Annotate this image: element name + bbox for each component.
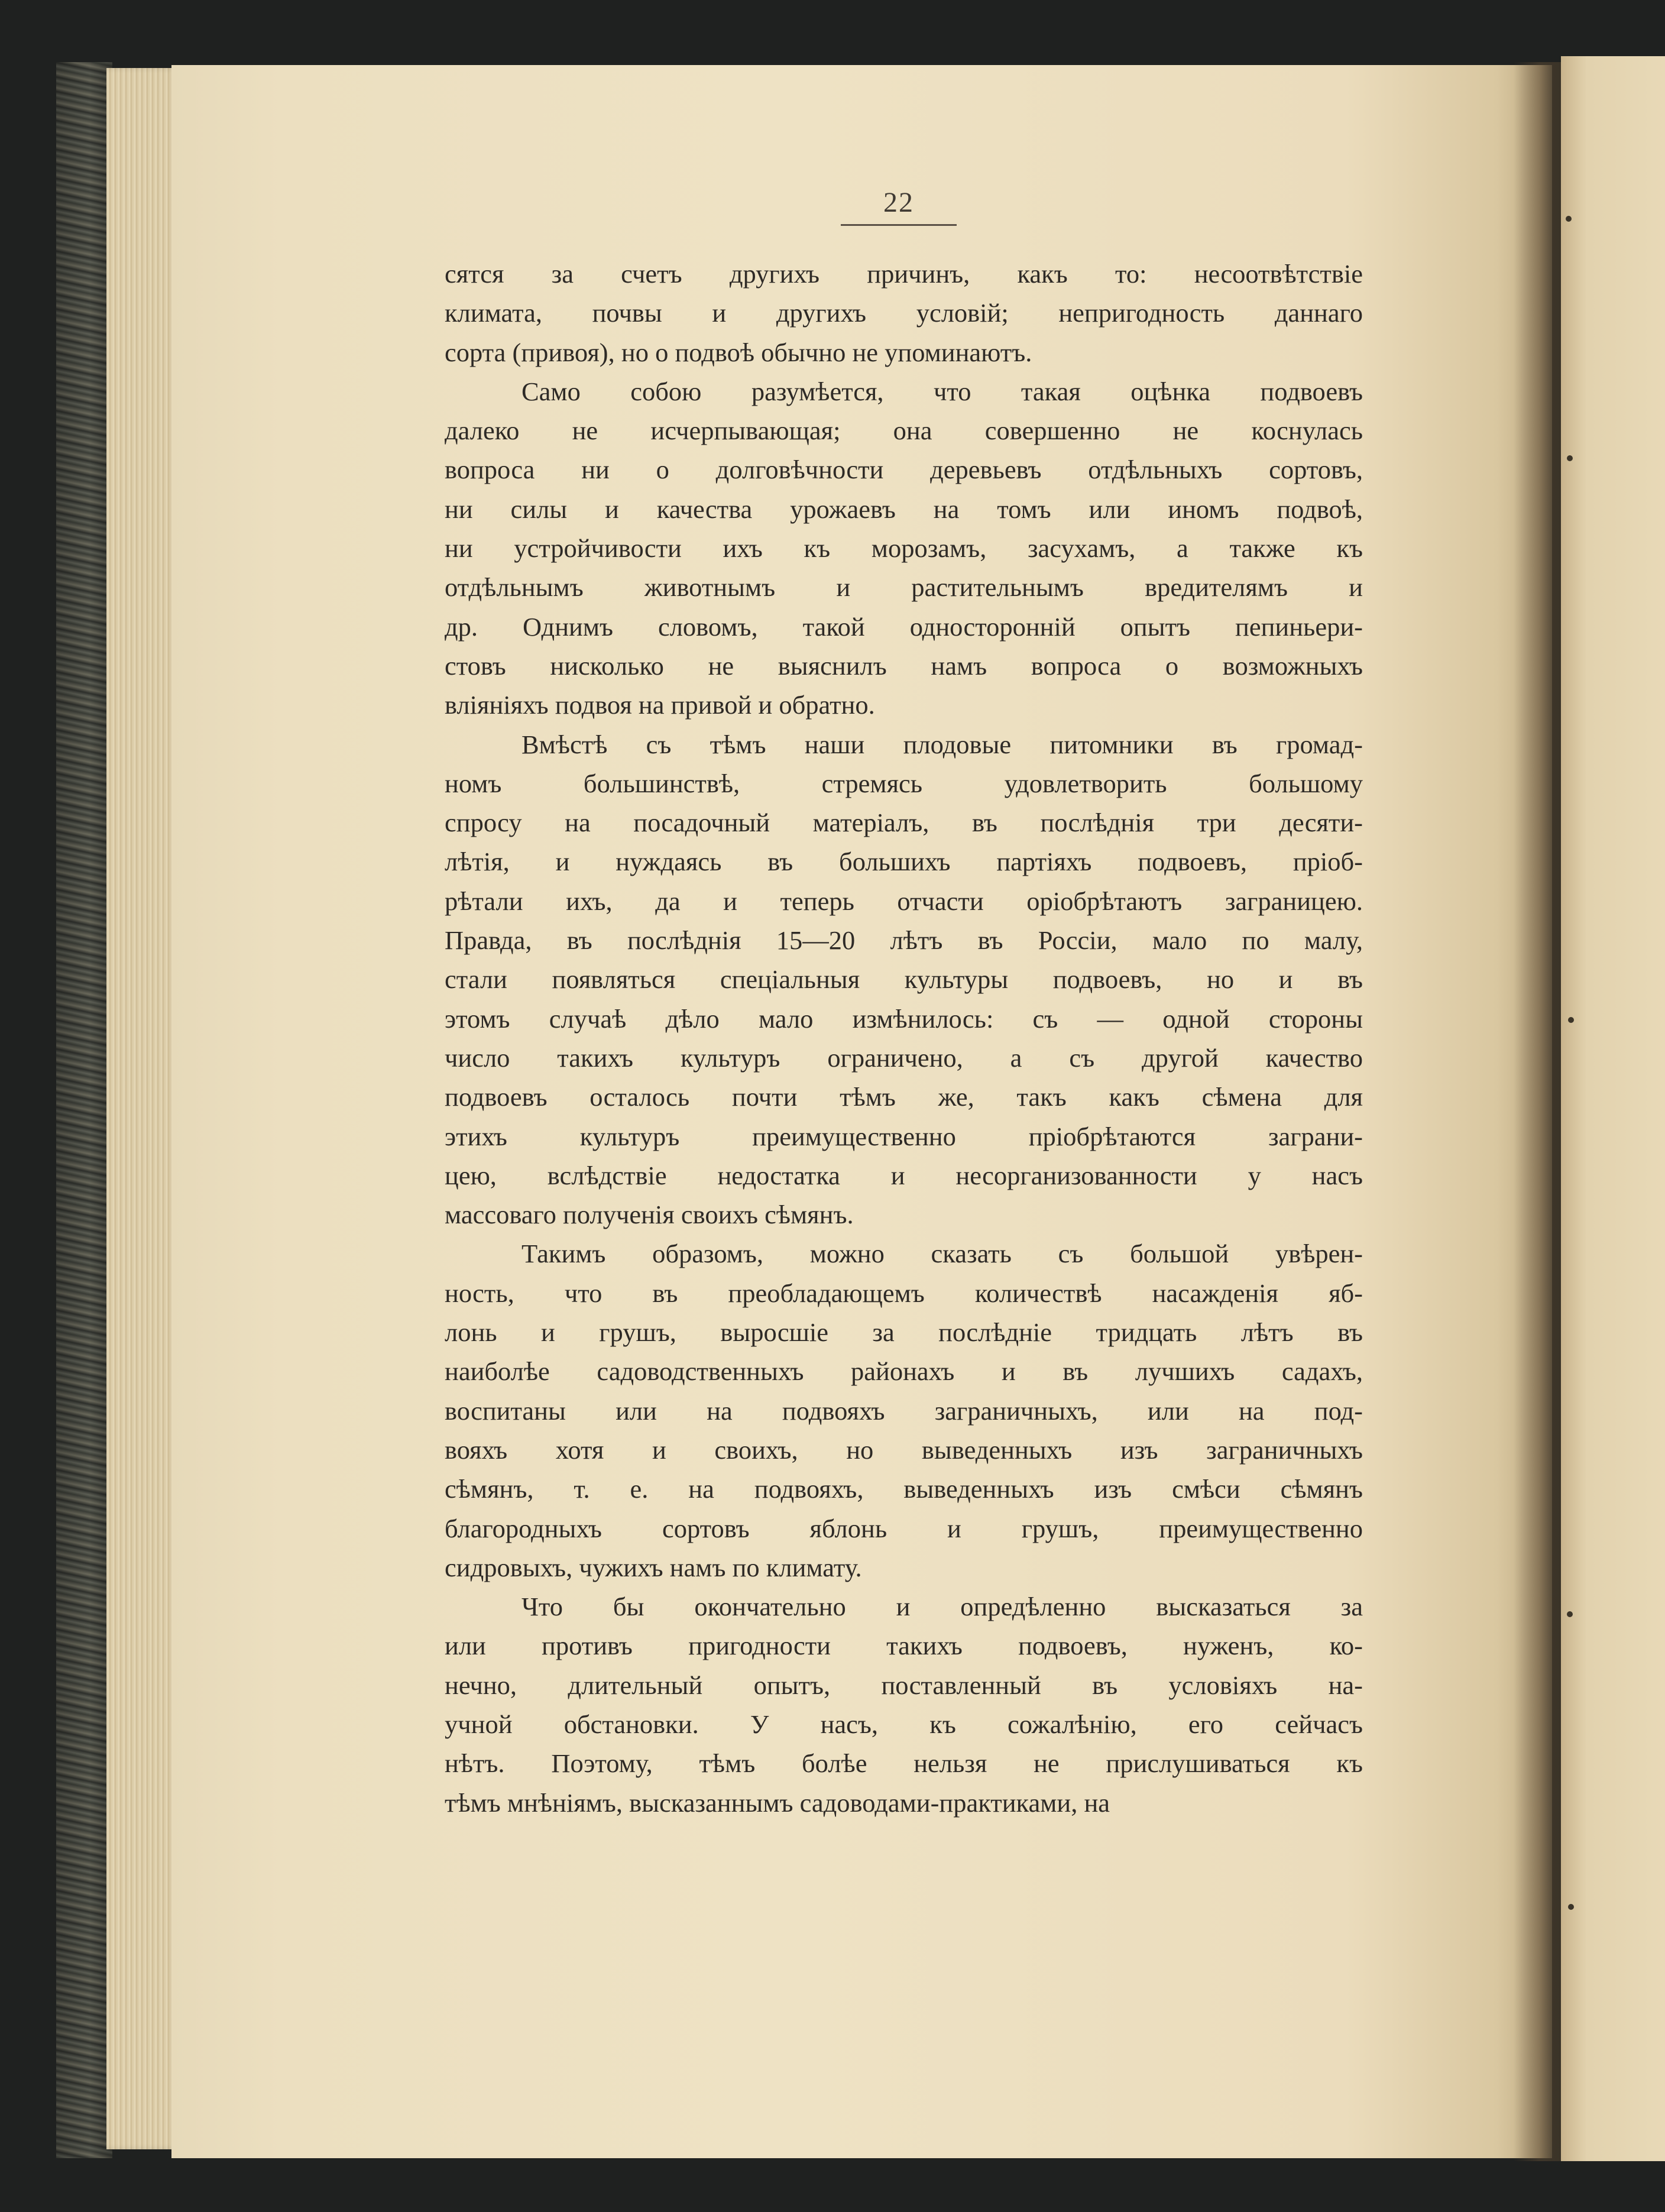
text-line: этомъ случаѣ дѣло мало измѣнилось: съ — одной стороны: [445, 1003, 1363, 1034]
text-line: Правда, въ послѣднія 15—20 лѣтъ въ Россіи, мало по малу,: [445, 925, 1363, 956]
text-line: ни устройчивости ихъ къ морозамъ, засухамъ, а также къ: [445, 533, 1363, 563]
text-line: рѣтали ихъ, да и теперь отчасти оріобрѣтаютъ заграницею.: [445, 886, 1363, 916]
text-line: сѣмянъ, т. е. на подвояхъ, выведенныхъ изъ смѣси сѣмянъ: [445, 1474, 1363, 1504]
text-line: число такихъ культуръ ограничено, а съ другой качество: [445, 1042, 1363, 1073]
text-line: благородныхъ сортовъ яблонь и грушъ, преимущественно: [445, 1513, 1363, 1543]
page-number-rule: [841, 224, 957, 226]
text-line: ни силы и качества урожаевъ на томъ или иномъ подвоѣ,: [445, 494, 1363, 524]
text-line: номъ большинствѣ, стремясь удовлетворить большому: [445, 768, 1363, 798]
book-gutter: [1514, 62, 1561, 2161]
text-line: нечно, длительный опытъ, поставленный въ условіяхъ на-: [445, 1670, 1363, 1700]
text-line: учной обстановки. У насъ, къ сожалѣнію, его сейчасъ: [445, 1709, 1363, 1739]
text-line: Вмѣстѣ съ тѣмъ наши плодовые питомники въ громад-: [521, 729, 1363, 759]
text-line: сорта (привоя), но о подвоѣ обычно не упоминаютъ.: [445, 337, 1032, 367]
text-line: вліяніяхъ подвоя на привой и обратно.: [445, 690, 875, 720]
text-line: сидровыхъ, чужихъ намъ по климату.: [445, 1552, 862, 1582]
text-line: Такимъ образомъ, можно сказать съ большой увѣрен-: [521, 1239, 1363, 1269]
text-line: наиболѣе садоводственныхъ районахъ и въ лучшихъ садахъ,: [445, 1356, 1363, 1387]
text-line: этихъ культуръ преимущественно пріобрѣтаются заграни-: [445, 1121, 1363, 1151]
text-line: Само собою разумѣется, что такая оцѣнка подвоевъ: [521, 376, 1363, 406]
text-line: спросу на посадочный матеріалъ, въ послѣднія три десяти-: [445, 808, 1363, 838]
margin-mark: [1568, 1904, 1574, 1910]
text-line: стали появляться спеціальныя культуры подвоевъ, но и въ: [445, 964, 1363, 995]
text-line: вояхъ хотя и своихъ, но выведенныхъ изъ заграничныхъ: [445, 1434, 1363, 1465]
text-line: нѣтъ. Поэтому, тѣмъ болѣе нельзя не прислушиваться къ: [445, 1748, 1363, 1779]
text-line: стовъ нисколько не выяснилъ намъ вопроса о возможныхъ: [445, 650, 1363, 681]
text-line: лонь и грушъ, выросшіе за послѣдніе тридцать лѣтъ въ: [445, 1317, 1363, 1348]
text-line: сятся за счетъ другихъ причинъ, какъ то: несоотвѣтствіе: [445, 259, 1363, 289]
margin-mark: [1567, 455, 1573, 461]
text-line: далеко не исчерпывающая; она совершенно не коснулась: [445, 416, 1363, 446]
text-line: тѣмъ мнѣніямъ, высказаннымъ садоводами-практиками, на: [445, 1787, 1110, 1818]
text-line: воспитаны или на подвояхъ заграничныхъ, или на под-: [445, 1395, 1363, 1426]
margin-mark: [1568, 1017, 1574, 1023]
text-line: лѣтія, и нуждаясь въ большихъ партіяхъ подвоевъ, пріоб-: [445, 847, 1363, 877]
book-cover-edge: [56, 62, 112, 2158]
text-line: подвоевъ осталось почти тѣмъ же, такъ какъ сѣмена для: [445, 1082, 1363, 1112]
text-line: цею, вслѣдствіе недостатка и несорганизованности у насъ: [445, 1160, 1363, 1190]
text-line: климата, почвы и другихъ условій; непригодность даннаго: [445, 298, 1363, 328]
margin-mark: [1567, 1611, 1573, 1617]
text-line: Что бы окончательно и опредѣленно высказаться за: [521, 1592, 1363, 1622]
text-line: массоваго полученія своихъ сѣмянъ.: [445, 1200, 854, 1230]
text-line: вопроса ни о долговѣчности деревьевъ отдѣльныхъ сортовъ,: [445, 455, 1363, 485]
text-line: ность, что въ преобладающемъ количествѣ насажденія яб-: [445, 1278, 1363, 1308]
text-line: или противъ пригодности такихъ подвоевъ, нуженъ, ко-: [445, 1631, 1363, 1661]
text-line: отдѣльнымъ животнымъ и растительнымъ вредителямъ и: [445, 572, 1363, 603]
body-text: [445, 254, 1363, 1822]
text-line: др. Однимъ словомъ, такой односторонній опытъ пепиньери-: [445, 611, 1363, 642]
margin-mark: [1566, 216, 1572, 222]
page-number: 22: [883, 187, 914, 218]
page-stack-edge: [106, 68, 177, 2149]
facing-page-edge: [1561, 56, 1665, 2161]
